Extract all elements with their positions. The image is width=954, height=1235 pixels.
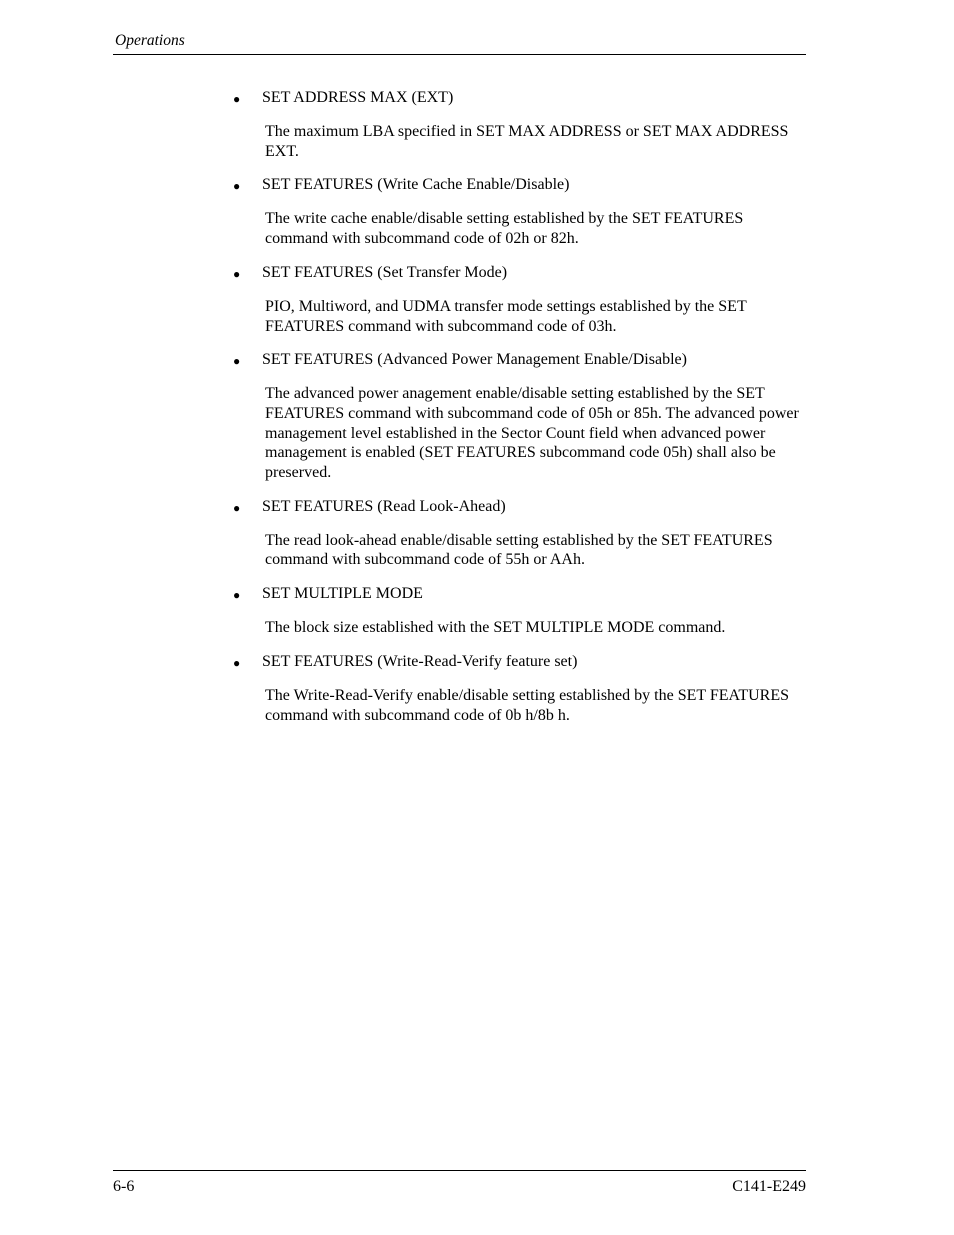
list-item-heading-row xyxy=(233,88,813,108)
list-item-description: The write cache enable/disable setting established by the SET FEATURES command with subcommand code of 02h or 82h. xyxy=(265,210,744,248)
list-item-heading: SET FEATURES (Set Transfer Mode) xyxy=(262,263,508,281)
list-item-heading: SET MULTIPLE MODE xyxy=(262,585,423,603)
bullet-icon: ● xyxy=(233,92,241,106)
document-code: C141-E249 xyxy=(732,1178,806,1195)
list-item-description: The read look-ahead enable/disable setting established by the SET FEATURES command with subcommand code of 55h or AAh. xyxy=(265,531,773,569)
list-item-heading: SET FEATURES (Read Look-Ahead) xyxy=(262,497,506,515)
bullet-icon: ● xyxy=(233,179,241,194)
list-item-heading: SET FEATURES (Advanced Power Management Enable/Disable) xyxy=(262,351,687,369)
list-item-heading-row xyxy=(233,350,813,370)
preserved-settings-list xyxy=(233,88,813,739)
list-item-heading-row xyxy=(233,497,813,517)
bullet-icon: ● xyxy=(233,266,241,281)
list-item-description: The advanced power anagement enable/disable setting established by the SET FEATURES command with subcommand code of 05h or 85h. The advanced power management level established in the Sector Count field when advanced power management is enabled (SET FEATURES subcommand code 05h) shall also be preserved. xyxy=(265,385,799,482)
list-item xyxy=(233,497,813,570)
list-item xyxy=(233,263,813,336)
list-item-description: The block size established with the SET MULTIPLE MODE command. xyxy=(265,619,726,637)
list-item xyxy=(233,652,813,725)
list-item-heading-row xyxy=(233,175,813,195)
section-title: Operations xyxy=(115,32,185,49)
list-item xyxy=(233,175,813,248)
list-item-heading-row xyxy=(233,584,813,604)
page-header xyxy=(113,30,806,55)
list-item-heading-row xyxy=(233,652,813,672)
list-item-heading: SET FEATURES (Write Cache Enable/Disable) xyxy=(262,176,570,194)
bullet-icon: ● xyxy=(233,655,241,670)
bullet-icon: ● xyxy=(233,500,241,515)
list-item-heading: SET FEATURES (Write-Read-Verify feature set) xyxy=(262,652,578,670)
list-item xyxy=(233,350,813,483)
page-footer xyxy=(113,1170,806,1201)
list-item-heading-row xyxy=(233,263,813,283)
list-item xyxy=(233,584,813,638)
list-item-description: The Write-Read-Verify enable/disable setting established by the SET FEATURES command with subcommand code of 0b h/8b h. xyxy=(265,686,789,724)
list-item-description: The maximum LBA specified in SET MAX ADDRESS or SET MAX ADDRESS EXT. xyxy=(265,123,789,160)
list-item xyxy=(233,88,813,161)
list-item-description: PIO, Multiword, and UDMA transfer mode settings established by the SET FEATURES command with subcommand code of 03h. xyxy=(265,297,747,335)
list-item-heading: SET ADDRESS MAX (EXT) xyxy=(262,89,454,106)
bullet-icon: ● xyxy=(233,354,241,369)
bullet-icon: ● xyxy=(233,588,241,603)
page-number: 6-6 xyxy=(113,1178,135,1195)
